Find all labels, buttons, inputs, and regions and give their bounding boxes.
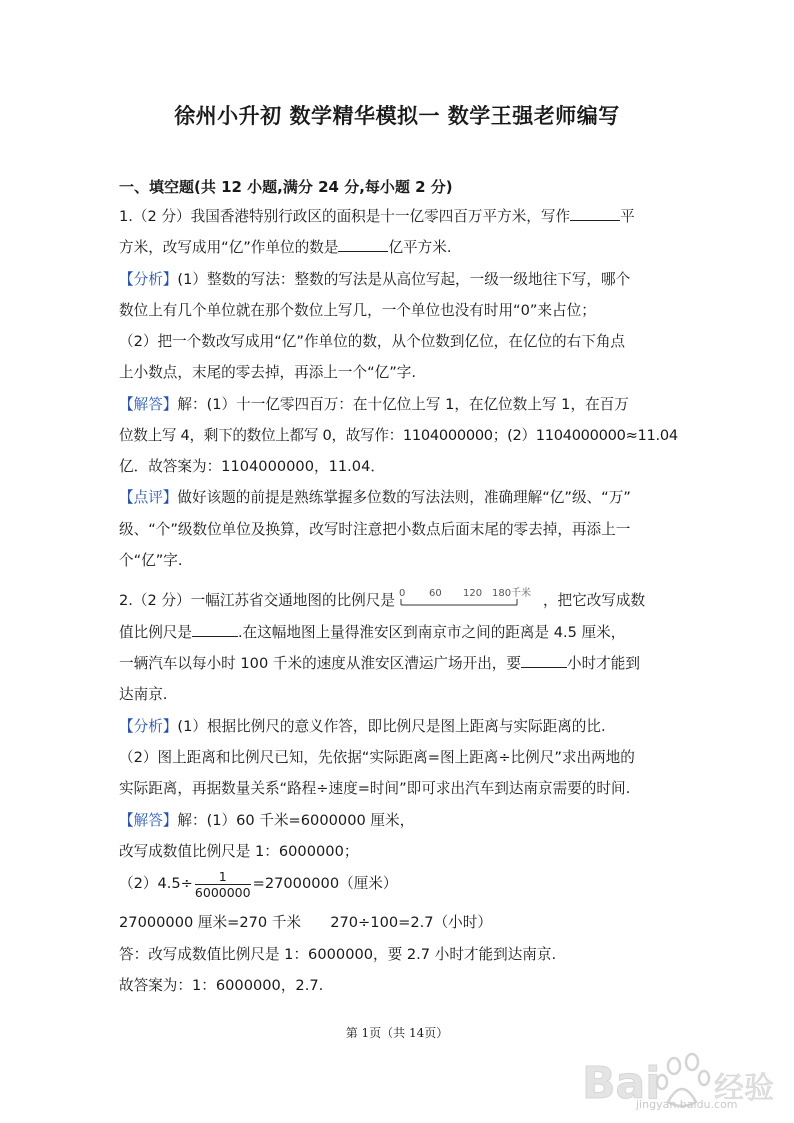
q1-answer-line1 bbox=[119, 389, 679, 420]
q1-line2 bbox=[119, 232, 679, 263]
comment-tag: 【点评】 bbox=[119, 489, 178, 506]
scale-label-120: 120 bbox=[462, 588, 483, 599]
q1-blank-2 bbox=[338, 237, 388, 252]
q2-text: 小时才能到 bbox=[566, 655, 640, 672]
section-heading: 一、填空题(共 12 小题,满分 24 分,每小题 2 分) bbox=[119, 178, 453, 196]
q2-answer-line1 bbox=[119, 805, 679, 836]
q2-analysis-line3: 实际距离，再据数量关系“路程÷速度=时间”即可求出汽车到达南京需要的时间. bbox=[119, 780, 631, 797]
answer-tag: 【解答】 bbox=[119, 396, 178, 413]
q2-line1 bbox=[119, 585, 679, 616]
q2-text: 一辆汽车以每小时 100 千米的速度从淮安区漕运广场开出，要 bbox=[119, 655, 521, 672]
page-footer: 第 1页（共 14页） bbox=[345, 1026, 449, 1040]
q2-answer-line2: 改写成数值比例尺是 1：6000000； bbox=[119, 843, 359, 860]
q2-answer-line4: 27000000 厘米=270 千米 270÷100=2.7（小时） bbox=[119, 914, 492, 931]
answer-text: 解：(1）十一亿零四百万：在十亿位上写 1，在亿位数上写 1，在百万 bbox=[177, 396, 629, 413]
q2-text: 值比例尺是 bbox=[119, 624, 192, 641]
q2-line3 bbox=[119, 648, 679, 679]
q1-text: 平 bbox=[620, 208, 635, 225]
q2-blank-2 bbox=[521, 653, 567, 668]
q2-line4: 达南京. bbox=[119, 686, 168, 703]
q1-text: 1.（2 分）我国香港特别行政区的面积是十一亿零四百万平方米，写作 bbox=[119, 208, 571, 225]
q1-analysis-line4: 上小数点，末尾的零去掉，再添上一个“亿”字. bbox=[119, 364, 417, 381]
q2-text: .在这幅地图上量得淮安区到南京市之间的距离是 4.5 厘米， bbox=[237, 624, 626, 641]
answer-text: （2）4.5÷ bbox=[119, 875, 193, 892]
analysis-text: (1）根据比例尺的意义作答，即比例尺是图上距离与实际距离的比. bbox=[177, 718, 606, 735]
fraction-denominator: 6000000 bbox=[194, 884, 251, 900]
q2-blank-1 bbox=[192, 622, 238, 637]
q2-text: 2.（2 分）一幅江苏省交通地图的比例尺是 bbox=[119, 592, 395, 609]
scale-unit: 千米 bbox=[510, 588, 531, 599]
q1-answer-line2: 位数上写 4，剩下的数位上都写 0，故写作：1104000000；(2）1104000000≈11.04 bbox=[119, 427, 678, 444]
answer-tag: 【解答】 bbox=[119, 812, 178, 829]
q1-answer-line3: 亿．故答案为：1104000000，11.04． bbox=[119, 458, 385, 475]
q1-line1 bbox=[119, 201, 679, 232]
analysis-tag: 【分析】 bbox=[119, 718, 178, 735]
answer-text: 解：(1）60 千米=6000000 厘米， bbox=[177, 812, 415, 829]
q2-analysis-line1 bbox=[119, 711, 679, 742]
answer-text: =27000000（厘米） bbox=[252, 875, 398, 892]
watermark-url: jingyan.baidu.com bbox=[636, 1098, 738, 1111]
fraction bbox=[195, 869, 251, 900]
fraction-numerator: 1 bbox=[195, 869, 251, 885]
document-title: 徐州小升初 数学精华模拟一 数学王强老师编写 bbox=[174, 104, 620, 128]
svg-text:经验: 经验 bbox=[714, 1071, 774, 1106]
analysis-tag: 【分析】 bbox=[119, 271, 178, 288]
q1-blank-1 bbox=[570, 206, 620, 221]
q1-comment-line2: 级、“个”级数位单位及换算，改写时注意把小数点后面末尾的零去掉，再添上一 bbox=[119, 521, 631, 538]
q2-analysis-line2: （2）图上距离和比例尺已知，先依据“实际距离=图上距离÷比例尺”求出两地的 bbox=[119, 749, 635, 766]
q2-answer-line3 bbox=[119, 868, 679, 900]
svg-text:Bai: Bai bbox=[582, 1058, 661, 1109]
analysis-text: (1）整数的写法：整数的写法是从高位写起，一级一级地往下写，哪个 bbox=[177, 271, 631, 288]
scale-label-0: 0 bbox=[398, 588, 406, 599]
q1-text: 方米，改写成用“亿”作单位的数是 bbox=[119, 239, 339, 256]
scale-label-180: 180 bbox=[491, 588, 512, 599]
q1-comment-line1 bbox=[119, 482, 679, 513]
q1-analysis-line3: （2）把一个数改写成用“亿”作单位的数，从个位数到亿位，在亿位的右下角点 bbox=[119, 333, 626, 350]
q2-line2 bbox=[119, 617, 679, 648]
comment-text: 做好该题的前提是熟练掌握多位数的写法法则，准确理解“亿”级、“万” bbox=[177, 489, 631, 506]
scale-bar bbox=[397, 585, 541, 609]
q1-comment-line3: 个“亿”字. bbox=[119, 552, 183, 569]
scale-label-60: 60 bbox=[428, 588, 442, 599]
q2-answer-line6: 故答案为：1：6000000，2.7. bbox=[119, 977, 324, 994]
q1-analysis-line2: 数位上有几个单位就在那个数位上写几，一个单位也没有时用“0”来占位； bbox=[119, 302, 596, 319]
q1-text: 亿平方米. bbox=[388, 239, 452, 256]
q2-text: ，把它改写成数 bbox=[542, 592, 646, 609]
q1-analysis-line1 bbox=[119, 264, 679, 295]
q2-answer-line5: 答：改写成数值比例尺是 1：6000000，要 2.7 小时才能到达南京. bbox=[119, 946, 557, 963]
